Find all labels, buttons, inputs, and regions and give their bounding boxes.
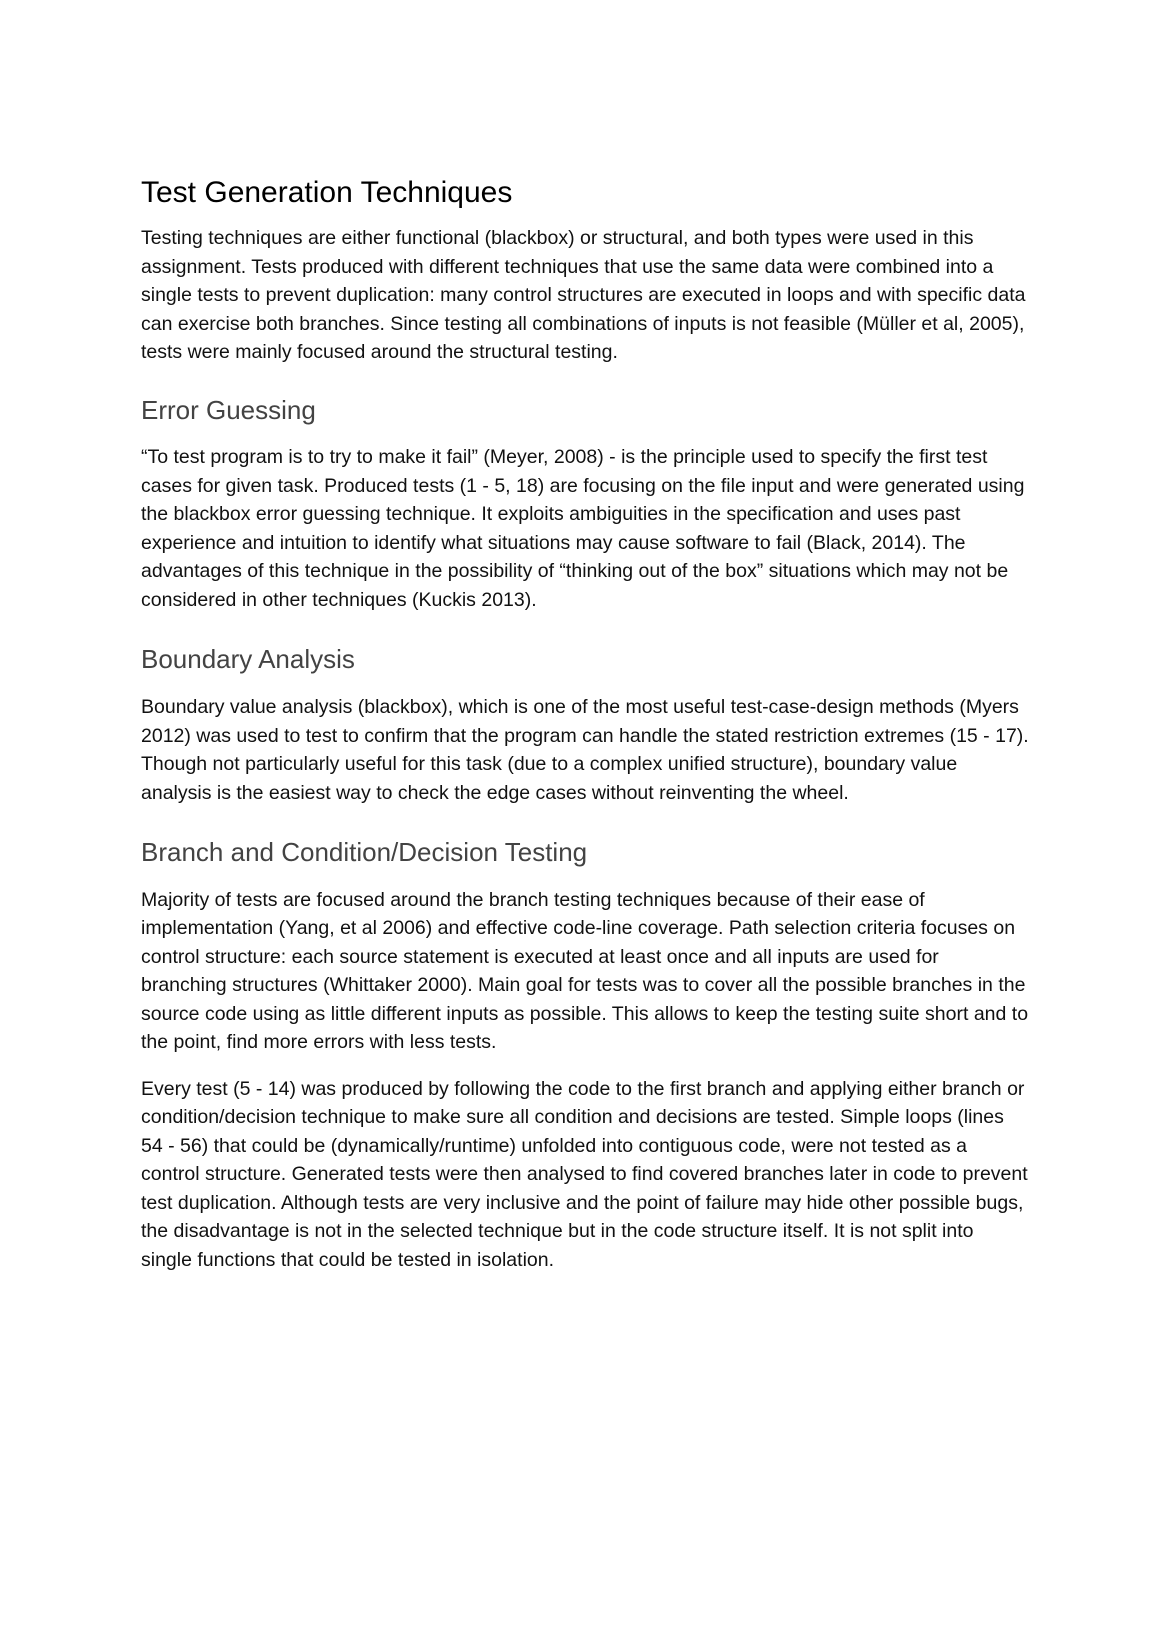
section-error-guessing (141, 394, 1029, 615)
section-boundary-analysis (141, 643, 1029, 807)
document-page (141, 173, 1029, 1274)
section-heading: Error Guessing (141, 394, 316, 425)
section-paragraph: Boundary value analysis (blackbox), which is one of the most useful test-case-design methods (Myers 2012) was used to test to confirm that the program can handle the stated restriction extremes (15 - 17). Though not particularly useful for this task (due to a complex unified structure), boundary value analysis is the easiest way to check the edge cases without reinventing the wheel. (141, 696, 1029, 804)
section-branch-condition-testing (141, 836, 1029, 1274)
document-title: Test Generation Techniques (141, 176, 513, 209)
section-paragraph: “To test program is to try to make it fail” (Meyer, 2008) - is the principle used to specify the first test cases for given task. Produced tests (1 - 5, 18) are focusing on the file input and were generated using the blackbox error guessing technique. It exploits ambiguities in the specification and uses past experience and intuition to identify what situations may cause software to fail (Black, 2014). The advantages of this technique in the possibility of “thinking out of the box” situations which may not be considered in other techniques (Kuckis 2013). (141, 446, 1025, 611)
section-paragraph: Majority of tests are focused around the branch testing techniques because of their ease of implementation (Yang, et al 2006) and effective code-line coverage. Path selection criteria focuses on control structure: each source statement is executed at least once and all inputs are used for branching structures (Whittaker 2000). Main goal for tests was to cover all the possible branches in the source code using as little different inputs as possible. This allows to keep the testing suite short and to the point, find more errors with less tests. (141, 888, 1029, 1054)
section-paragraph: Every test (5 - 14) was produced by following the code to the first branch and applying either branch or condition/decision technique to make sure all condition and decisions are tested. Simple loops (lines 54 - 56) that could be (dynamically/runtime) unfolded into contiguous code, were not tested as a control structure. Generated tests were then analysed to find covered branches later in code to prevent test duplication. Although tests are very inclusive and the point of failure may hide other possible bugs, the disadvantage is not in the selected technique but in the code structure itself. It is not split into single functions that could be tested in isolation. (141, 1077, 1028, 1271)
section-heading: Boundary Analysis (141, 644, 355, 675)
intro-paragraph: Testing techniques are either functional (blackbox) or structural, and both types were used in this assignment. Tests produced with different techniques that use the same data were combined into a single tests to prevent duplication: many control structures are executed in loops and with specific data can exercise both branches. Since testing all combinations of inputs is not feasible (Müller et al, 2005), tests were mainly focused around the structural testing. (141, 227, 1026, 363)
section-heading: Branch and Condition/Decision Testing (141, 837, 588, 868)
